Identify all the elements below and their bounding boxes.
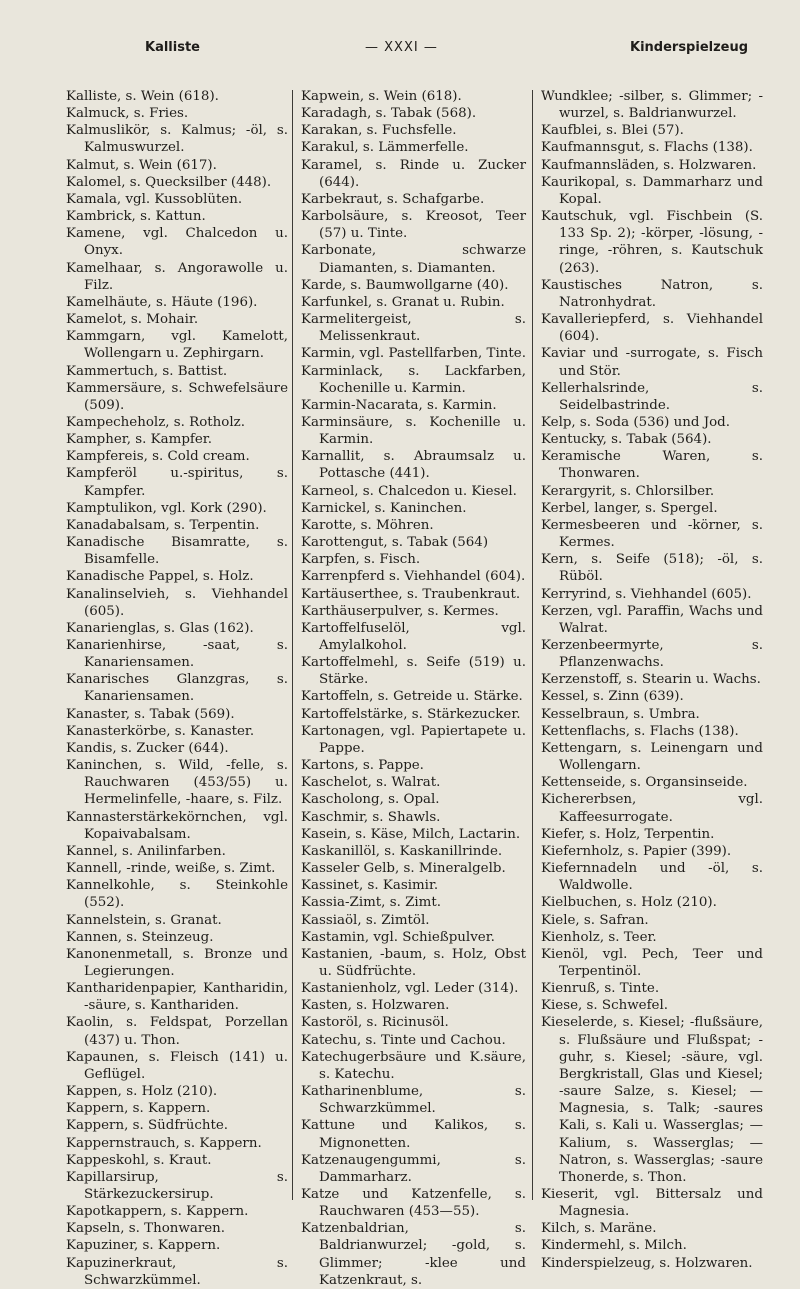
index-entry: Kanadabalsam, s. Terpentin. (66, 517, 260, 533)
index-entry: Kastanien, -baum, s. Holz, Obst u. Südfrüchte. (301, 946, 526, 979)
index-entry: Kampfereis, s. Cold cream. (66, 449, 250, 465)
index-entry: Kettenflachs, s. Flachs (138). (541, 723, 739, 739)
index-entry: Kampecheholz, s. Rotholz. (66, 414, 245, 430)
index-entry: Kapotkappern, s. Kappern. (66, 1204, 249, 1220)
index-entry: Kerzenbeermyrte, s. Pflanzenwachs. (541, 638, 763, 671)
index-entry: Kaschmir, s. Shawls. (301, 809, 441, 825)
index-entry: Kerzenstoff, s. Stearin u. Wachs. (541, 672, 761, 688)
index-entry: Kalliste, s. Wein (618). (66, 89, 219, 104)
index-entry: Kartoffelmehl, s. Seife (519) u. Stärke. (301, 655, 526, 688)
index-entry: Karbolsäure, s. Kreosot, Teer (57) u. Tinte. (301, 209, 526, 242)
index-entry: Kasten, s. Holzwaren. (301, 998, 450, 1014)
index-entry: Kartonagen, vgl. Papiertapete u. Pappe. (301, 723, 526, 756)
index-entry: Kapillarsirup, s. Stärkezuckersirup. (66, 1169, 288, 1202)
index-entry: Kartoffelstärke, s. Stärkezucker. (301, 706, 521, 722)
index-entry: Karakul, s. Lämmerfelle. (301, 140, 469, 156)
index-entry: Kapaunen, s. Fleisch (141) u. Geflügel. (66, 1049, 288, 1082)
index-entry: Kannasterstärkekörnchen, vgl. Kopaivabalsam. (66, 809, 288, 842)
index-entry: Kapuzinerkraut, s. Schwarzkümmel. (66, 1255, 288, 1288)
index-entry: Kamelhäute, s. Häute (196). (66, 294, 258, 310)
index-entry: Kanarisches Glanzgras, s. Kanariensamen. (66, 672, 288, 705)
index-column-right (541, 88, 763, 1272)
index-entry: Kapuziner, s. Kappern. (66, 1238, 221, 1254)
index-entry: Kapseln, s. Thonwaren. (66, 1221, 226, 1237)
index-entry: Kassia-Zimt, s. Zimt. (301, 895, 442, 911)
page-header (60, 40, 760, 60)
index-entry: Kentucky, s. Tabak (564). (541, 432, 712, 448)
index-entry: Kassiaöl, s. Zimtöl. (301, 912, 430, 928)
index-entry: Kaskanillöl, s. Kaskanillrinde. (301, 843, 503, 859)
index-entry: Kascholong, s. Opal. (301, 792, 440, 808)
index-entry: Kartäuserthee, s. Traubenkraut. (301, 586, 521, 602)
index-entry: Karakan, s. Fuchsfelle. (301, 123, 457, 139)
index-entry: Kastoröl, s. Ricinusöl. (301, 1015, 449, 1031)
index-entry: Kichererbsen, vgl. Kaffeesurrogate. (541, 792, 763, 825)
index-entry: Karfunkel, s. Granat u. Rubin. (301, 294, 505, 310)
index-entry: Kettengarn, s. Leinengarn und Wollengarn. (541, 740, 763, 774)
index-entry: Kampher, s. Kampfer. (66, 432, 212, 448)
index-entry: Keramische Waren, s. Thonwaren. (541, 449, 763, 482)
index-entry: Kantharidenpapier, Kantharidin, -säure, s. Kanthariden. (66, 981, 288, 1014)
index-entry: Kaufblei, s. Blei (57). (541, 123, 684, 139)
index-entry: Katze und Katzenfelle, s. Rauchwaren (453—55). (301, 1187, 526, 1220)
index-entry: Kettenseide, s. Organsinseide. (541, 775, 748, 791)
index-entry: Kambrick, s. Kattun. (66, 209, 206, 225)
index-entry: Katharinenblume, s. Schwarzkümmel. (301, 1084, 526, 1117)
index-entry: Kastamin, vgl. Schießpulver. (301, 929, 495, 945)
index-entry: Kanasterkörbe, s. Kanaster. (66, 723, 255, 739)
index-entry: Katzenbaldrian, s. Baldrianwurzel; -gold, s. Glimmer; -klee und Katzenkraut, s. (301, 1221, 526, 1288)
index-entry: Karthäuserpulver, s. Kermes. (301, 603, 499, 619)
index-entry: Kaustisches Natron, s. Natronhydrat. (541, 277, 763, 310)
index-entry: Kasseler Gelb, s. Mineralgelb. (301, 861, 506, 877)
index-entry: Kampferöl u.-spiritus, s. Kampfer. (66, 466, 288, 499)
index-entry: Kannen, s. Steinzeug. (66, 929, 214, 945)
index-entry: Karpfen, s. Fisch. (301, 552, 421, 568)
index-entry: Kerryrind, s. Viehhandel (605). (541, 586, 752, 602)
index-entry: Kastanienholz, vgl. Leder (314). (301, 981, 519, 997)
index-entry: Kindermehl, s. Milch. (541, 1238, 687, 1254)
index-entry: Kerzen, vgl. Paraffin, Wachs und Walrat. (541, 603, 763, 636)
index-entry: Kalmuck, s. Fries. (66, 106, 189, 122)
index-entry: Kautschuk, vgl. Fischbein (S. 133 Sp. 2); -körper, -lösung, -ringe, -röhren, s. Kautschuk (263). (541, 209, 763, 276)
index-entry: Karbonate, schwarze Diamanten, s. Diamanten. (301, 243, 526, 276)
index-entry: Kammertuch, s. Battist. (66, 363, 228, 379)
index-entry: Kerargyrit, s. Chlorsilber. (541, 483, 715, 499)
index-entry: Karbekraut, s. Schafgarbe. (301, 191, 485, 207)
index-entry: Kammersäure, s. Schwefelsäure (509). (66, 380, 288, 413)
index-entry: Kasein, s. Käse, Milch, Lactarin. (301, 826, 521, 842)
index-entry: Kattune und Kalikos, s. Mignonetten. (301, 1118, 526, 1151)
index-entry: Karrenpferd s. Viehhandel (604). (301, 569, 526, 585)
index-entry: Kappern, s. Kappern. (66, 1101, 211, 1117)
index-entry: Kaurikopal, s. Dammarharz und Kopal. (541, 174, 763, 207)
index-entry: Kermesbeeren und -körner, s. Kermes. (541, 517, 763, 551)
index-entry: Katechugerbsäure und K.säure, s. Katechu. (301, 1049, 526, 1082)
index-entry: Karottengut, s. Tabak (564) (301, 535, 489, 551)
index-entry: Kalomel, s. Quecksilber (448). (66, 174, 272, 190)
index-entry: Kinderspielzeug, s. Holzwaren. (541, 1255, 753, 1271)
index-entry: Kaschelot, s. Walrat. (301, 775, 441, 791)
index-entry: Kamelot, s. Mohair. (66, 312, 199, 328)
index-entry: Kammgarn, vgl. Kamelott, Wollengarn u. Zephirgarn. (66, 329, 288, 362)
index-entry: Kannelstein, s. Granat. (66, 912, 222, 928)
index-entry: Karnallit, s. Abraumsalz u. Pottasche (441). (301, 449, 526, 482)
index-entry: Kannell, -rinde, weiße, s. Zimt. (66, 861, 276, 877)
index-entry: Karmelitergeist, s. Melissenkraut. (301, 312, 526, 345)
index-entry: Katzenaugengummi, s. Dammarharz. (301, 1152, 526, 1185)
index-entry: Kappen, s. Holz (210). (66, 1084, 218, 1100)
index-entry: Karnickel, s. Kaninchen. (301, 500, 467, 516)
index-entry: Kienruß, s. Tinte. (541, 981, 660, 997)
index-entry: Kappern, s. Südfrüchte. (66, 1118, 229, 1134)
index-entry: Kanarienhirse, -saat, s. Kanariensamen. (66, 638, 288, 671)
index-entry: Kiefernholz, s. Papier (399). (541, 843, 732, 859)
header-right-keyword: Kinderspielzeug (630, 40, 749, 55)
index-entry: Kapwein, s. Wein (618). (301, 89, 462, 104)
index-column-middle (301, 88, 526, 1289)
index-entry: Kilch, s. Maräne. (541, 1221, 657, 1237)
index-entry: Kamelhaar, s. Angorawolle u. Filz. (66, 260, 288, 293)
index-entry: Kern, s. Seife (518); -öl, s. Rüböl. (541, 552, 763, 585)
index-entry: Kaninchen, s. Wild, -felle, s. Rauchwaren (453/55) u. Hermelinfelle, -haare, s. Filz. (66, 758, 288, 808)
header-left-keyword: Kalliste (145, 40, 200, 55)
index-entry: Kaviar und -surrogate, s. Fisch und Stör. (541, 346, 763, 379)
index-entry: Kessel, s. Zinn (639). (541, 689, 684, 705)
index-entry: Kaufmannsläden, s. Holzwaren. (541, 157, 757, 173)
index-entry: Kassinet, s. Kasimir. (301, 878, 439, 894)
index-entry: Kieserit, vgl. Bittersalz und Magnesia. (541, 1187, 763, 1220)
index-entry: Kiese, s. Schwefel. (541, 998, 669, 1014)
index-entry: Kappeskohl, s. Kraut. (66, 1152, 212, 1168)
index-entry: Karmin, vgl. Pastellfarben, Tinte. (301, 346, 526, 362)
index-entry: Kielbuchen, s. Holz (210). (541, 895, 717, 911)
index-entry: Kalmut, s. Wein (617). (66, 157, 217, 173)
index-entry: Kartoffeln, s. Getreide u. Stärke. (301, 689, 523, 705)
index-entry: Karmin-Nacarata, s. Karmin. (301, 397, 497, 413)
index-entry: Kanalinselvieh, s. Viehhandel (605). (66, 586, 288, 619)
index-entry: Kaolin, s. Feldspat, Porzellan (437) u. Thon. (66, 1015, 288, 1048)
index-entry: Karminsäure, s. Kochenille u. Karmin. (301, 414, 526, 448)
index-entry: Kerbel, langer, s. Spergel. (541, 500, 718, 516)
index-entry: Kienöl, vgl. Pech, Teer und Terpentinöl. (541, 946, 763, 979)
index-entry: Wundklee; -silber, s. Glimmer; -wurzel, s. Baldrianwurzel. (541, 89, 763, 122)
index-entry: Kandis, s. Zucker (644). (66, 740, 229, 756)
index-entry: Kienholz, s. Teer. (541, 929, 657, 945)
index-entry: Karneol, s. Chalcedon u. Kiesel. (301, 483, 517, 499)
index-entry: Kartoffelfuselöl, vgl. Amylalkohol. (301, 620, 526, 653)
index-entry: Kamala, vgl. Kussoblüten. (66, 191, 243, 207)
index-entry: Karminlack, s. Lackfarben, Kochenille u. Karmin. (301, 363, 526, 396)
index-entry: Kannel, s. Anilinfarben. (66, 843, 226, 859)
index-entry: Kanarienglas, s. Glas (162). (66, 620, 254, 636)
index-entry: Kamene, vgl. Chalcedon u. Onyx. (66, 226, 288, 259)
index-entry: Kannelkohle, s. Steinkohle (552). (66, 878, 288, 911)
index-entry: Kanadische Bisamratte, s. Bisamfelle. (66, 535, 288, 568)
column-divider (532, 90, 533, 1200)
index-entry: Kanonenmetall, s. Bronze und Legierungen. (66, 946, 288, 979)
index-entry: Kartons, s. Pappe. (301, 758, 424, 774)
index-entry: Kieselerde, s. Kiesel; -flußsäure, s. Flußsäure und Flußspat; -guhr, s. Kiesel; -säure, vgl. Bergkristall, Glas und Kiesel; -saure Salze, s. Kiesel; — Magnesia, s. Talk; -saures Kali, s. Kali u. Wasserglas; — Kalium, s. Wasserglas; — Natron, s. Wasserglas; -saure Thonerde, s. Thon. (541, 1015, 763, 1185)
index-entry: Kiele, s. Safran. (541, 912, 649, 928)
page-number: — XXXI — (365, 40, 438, 55)
index-entry: Kesselbraun, s. Umbra. (541, 706, 700, 722)
index-column-left (66, 88, 288, 1289)
index-entry: Karadagh, s. Tabak (568). (301, 106, 477, 122)
index-entry: Karde, s. Baumwollgarne (40). (301, 277, 509, 293)
index-entry: Kiefernnadeln und -öl, s. Waldwolle. (541, 861, 763, 894)
index-entry: Kiefer, s. Holz, Terpentin. (541, 826, 715, 842)
index-entry: Kalmuslikör, s. Kalmus; -öl, s. Kalmuswurzel. (66, 123, 288, 156)
column-divider (292, 90, 293, 1200)
index-entry: Katechu, s. Tinte und Cachou. (301, 1032, 506, 1048)
index-entry: Kamptulikon, vgl. Kork (290). (66, 500, 267, 516)
index-entry: Karotte, s. Möhren. (301, 517, 434, 533)
index-entry: Kappernstrauch, s. Kappern. (66, 1135, 262, 1151)
index-entry: Kelp, s. Soda (536) und Jod. (541, 414, 730, 430)
index-entry: Kavalleriepferd, s. Viehhandel (604). (541, 312, 763, 345)
index-entry: Kaufmannsgut, s. Flachs (138). (541, 140, 753, 156)
index-entry: Karamel, s. Rinde u. Zucker (644). (301, 157, 526, 190)
index-entry: Kellerhalsrinde, s. Seidelbastrinde. (541, 380, 763, 413)
index-entry: Kanaster, s. Tabak (569). (66, 706, 235, 722)
index-entry: Kanadische Pappel, s. Holz. (66, 569, 254, 585)
